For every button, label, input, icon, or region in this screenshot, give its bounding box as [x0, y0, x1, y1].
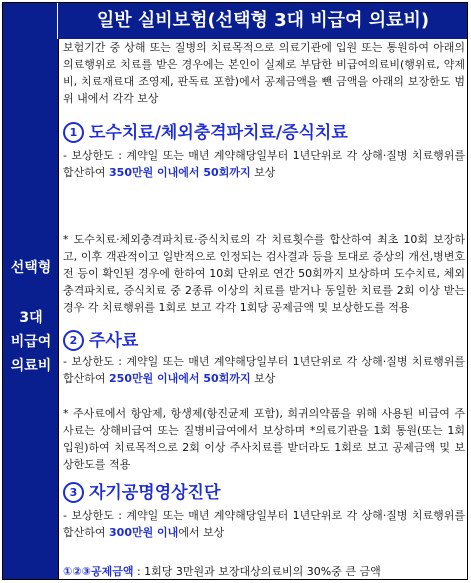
section-limit-mri: [63, 507, 465, 541]
deductible-text: : 1회당 3만원과 보장대상의료비의 30%중 큰 금액: [133, 565, 381, 578]
section-note-injection: [63, 405, 465, 473]
deductible-label: ①②③공제금액: [63, 565, 134, 578]
section-title-manual-therapy: [63, 121, 348, 145]
category-cell: [3, 39, 59, 579]
category-label-line: 3대: [19, 310, 43, 326]
limit-highlight: 350만원 이내에서 50회까지: [109, 166, 251, 179]
category-label-line: 선택형: [10, 260, 52, 276]
section-limit-injection: [63, 353, 465, 387]
note-text: * 도수치료·체외충격파치료·증식치료의 각 치료횟수를 합산하여 최초 10회 보장하고, 이후 객관적이고 일반적으로 인정되는 검사결과 등을 토대로 증상의 개선,병변호전 등이 확인된 경우에 한하여 10회 단위로 연간 50회까지 보상하며 도수치료, 체외충격파치료, 증식치료 중 2종류 이상의 치료를 받거나 동일한 치료를 2회 이상 받는 경우 각 치료행위를 1회로 보고 각각 1회당 공제금액 및 보상한도를 적용: [63, 233, 465, 314]
limit-text: - 보상한도 : 계약일 또는 매년 계약해당일부터 1년단위로 각 상해·질병 치료행위를 합산하여 250만원 이내에서 50회까지 보상: [63, 355, 465, 385]
limit-highlight: 250만원 이내에서 50회까지: [109, 372, 251, 385]
deductible-note: [63, 565, 465, 579]
limit-text: - 보상한도 : 계약일 또는 매년 계약해당일부터 1년단위로 각 상해·질병 치료행위를 합산하여 350만원 이내에서 50회까지 보상: [63, 149, 465, 179]
section-title-mri: [63, 481, 220, 505]
limit-highlight: 300만원 이내: [109, 526, 179, 539]
circled-number-3: 3: [63, 482, 84, 503]
header-corner-cell: [3, 3, 58, 39]
circled-number-1: 1: [63, 122, 84, 143]
note-text: * 주사료에서 항암제, 항생제(항진균제 포함), 희귀의약품을 위해 사용된 비급여 주사료는 상해비급여 또는 질병비급여에서 보상하며 *의료기관을 1회 통원(또는 1회 입원)하여 치료목적으로 2회 이상 주사치료를 받더라도 1회로 보고 공제금액 및 보상한도를 적용: [63, 407, 465, 471]
circled-number-2: 2: [63, 330, 84, 351]
section-title-injection: [63, 329, 138, 353]
page-title: 일반 실비보험(선택형 3대 비급여 의료비): [96, 10, 430, 31]
section-note-manual-therapy: [63, 231, 465, 316]
section-title-text: 주사료: [89, 331, 139, 351]
coverage-details: [63, 39, 465, 579]
intro-text-block: [63, 39, 465, 107]
intro-text: 보험기간 중 상해 또는 질병의 치료목적으로 의료기관에 입원 또는 통원하여 아래의 의료행위로 치료를 받은 경우에는 본인이 실제로 부담한 비급여의료비(행위료, 약제비, 치료재료대 조영제, 판독료 포함)에서 공제금액을 뺀 금액을 아래의 보장한도 범위 내에서 각각 보상: [63, 41, 465, 105]
table-header: [3, 3, 467, 39]
section-title-text: 자기공명영상진단: [89, 483, 221, 503]
coverage-table: [2, 2, 468, 580]
category-label-line: 비급여: [10, 334, 52, 350]
category-label-line: 의료비: [10, 358, 52, 374]
section-limit-manual-therapy: [63, 147, 465, 181]
limit-text: - 보상한도 : 계약일 또는 매년 계약해당일부터 1년단위로 각 상해·질병 치료행위를합산하여 300만원 이내에서 보상: [63, 509, 465, 539]
section-title-text: 도수치료/체외충격파치료/증식치료: [89, 123, 348, 143]
